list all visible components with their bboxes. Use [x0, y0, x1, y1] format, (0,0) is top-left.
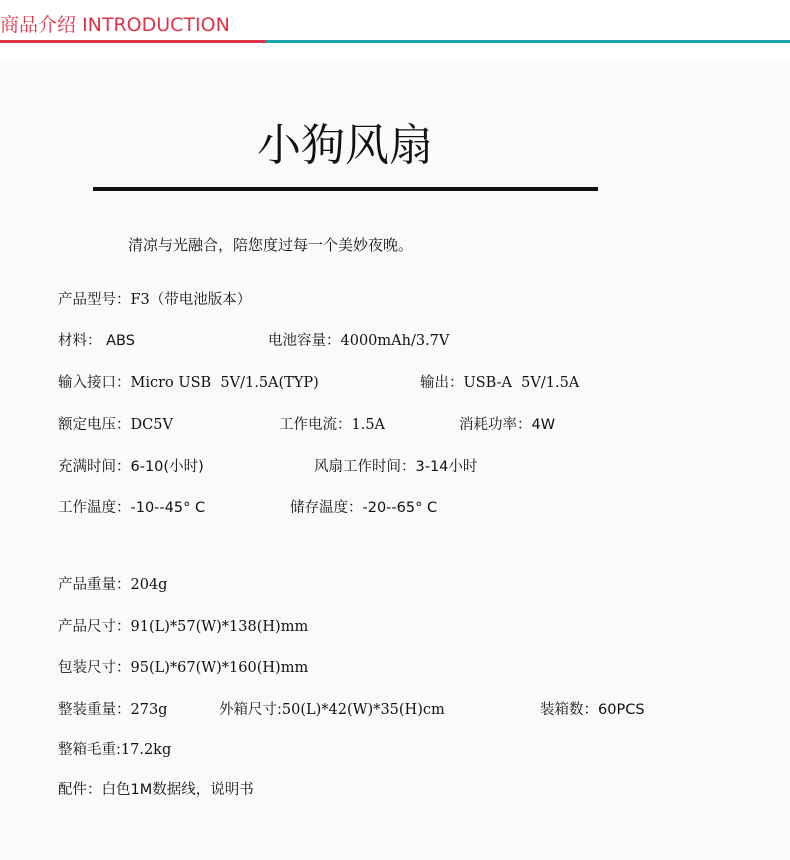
spec-row-work-temp — [58, 497, 205, 519]
spec-label: 风扇工作时间： — [314, 459, 416, 475]
spec-value: 91(L)*57(W)*138(H)mm — [130, 619, 309, 635]
spec-row-carton-size — [219, 699, 445, 721]
section-title — [0, 12, 230, 38]
spec-row-model — [58, 289, 251, 311]
spec-row-carton-qty — [540, 699, 645, 721]
spec-row-battery — [268, 330, 449, 352]
spec-row-current — [279, 414, 385, 436]
spec-row-rated-voltage — [58, 414, 173, 436]
spec-label: 输出： — [420, 375, 464, 391]
spec-value: 白色1M数据线，说明书 — [101, 782, 254, 798]
spec-label: 产品重量： — [58, 577, 131, 593]
spec-row-gross-weight — [58, 739, 171, 761]
spec-value: 95(L)*67(W)*160(H)mm — [130, 660, 309, 676]
spec-row-size — [58, 616, 308, 638]
spec-label: 工作温度： — [58, 500, 131, 516]
spec-value: Micro USB 5V/1.5A(TYP) — [130, 375, 319, 391]
spec-label: 电池容量： — [268, 333, 341, 349]
spec-value: 50(L)*42(W)*35(H)cm — [281, 702, 445, 718]
spec-value: 4W — [531, 417, 556, 433]
spec-label: 额定电压： — [58, 417, 131, 433]
spec-label: 配件： — [58, 782, 102, 798]
spec-row-power — [459, 414, 555, 436]
section-title-cn: 商品介绍 — [0, 14, 77, 36]
spec-row-accessories — [58, 779, 254, 801]
spec-label: 整装重量： — [58, 702, 131, 718]
spec-label: 整箱毛重: — [58, 742, 121, 758]
product-tagline: 清凉与光融合，陪您度过每一个美妙夜晚。 — [128, 236, 414, 254]
spec-row-carton-weight — [58, 699, 167, 721]
product-name: 小狗风扇 — [257, 120, 433, 171]
spec-value: 17.2kg — [120, 742, 172, 758]
spec-label: 材料： — [58, 333, 102, 349]
spec-row-weight — [58, 574, 167, 596]
spec-label: 充满时间： — [58, 459, 131, 475]
spec-row-charge-time — [58, 456, 204, 478]
spec-value: -10--45° C — [130, 500, 206, 516]
spec-label: 输入接口： — [58, 375, 131, 391]
spec-label: 装箱数： — [540, 702, 598, 718]
spec-label: 产品尺寸： — [58, 619, 131, 635]
spec-value: 60PCS — [598, 702, 645, 718]
section-title-en: INTRODUCTION — [82, 14, 230, 36]
section-header — [0, 0, 790, 46]
spec-row-storage-temp — [290, 497, 437, 519]
spec-label: 产品型号： — [58, 292, 131, 308]
spec-value: -20--65° C — [362, 500, 438, 516]
spec-row-fan-time — [314, 456, 477, 478]
spec-row-material — [58, 330, 135, 352]
spec-row-pack-size — [58, 657, 308, 679]
spec-value: F3（带电池版本） — [130, 292, 252, 308]
spec-row-input — [58, 372, 319, 394]
spec-label: 储存温度： — [290, 500, 363, 516]
title-underline — [93, 187, 598, 191]
spec-label: 包装尺寸： — [58, 660, 131, 676]
spec-label: 消耗功率： — [459, 417, 532, 433]
spec-label: 外箱尺寸: — [219, 702, 282, 718]
spec-value: 1.5A — [351, 417, 386, 433]
spec-value: 4000mAh/3.7V — [340, 333, 450, 349]
spec-value: ABS — [106, 333, 135, 349]
spec-value: 273g — [130, 702, 168, 718]
spec-value: DC5V — [130, 417, 173, 433]
spec-value: 204g — [130, 577, 168, 593]
spec-value: 6-10(小时) — [130, 459, 204, 475]
spec-value: USB-A 5V/1.5A — [463, 375, 580, 391]
spec-value: 3-14小时 — [415, 459, 478, 475]
spec-label: 工作电流： — [279, 417, 352, 433]
spec-row-output — [420, 372, 579, 394]
header-divider-accent — [0, 40, 265, 43]
